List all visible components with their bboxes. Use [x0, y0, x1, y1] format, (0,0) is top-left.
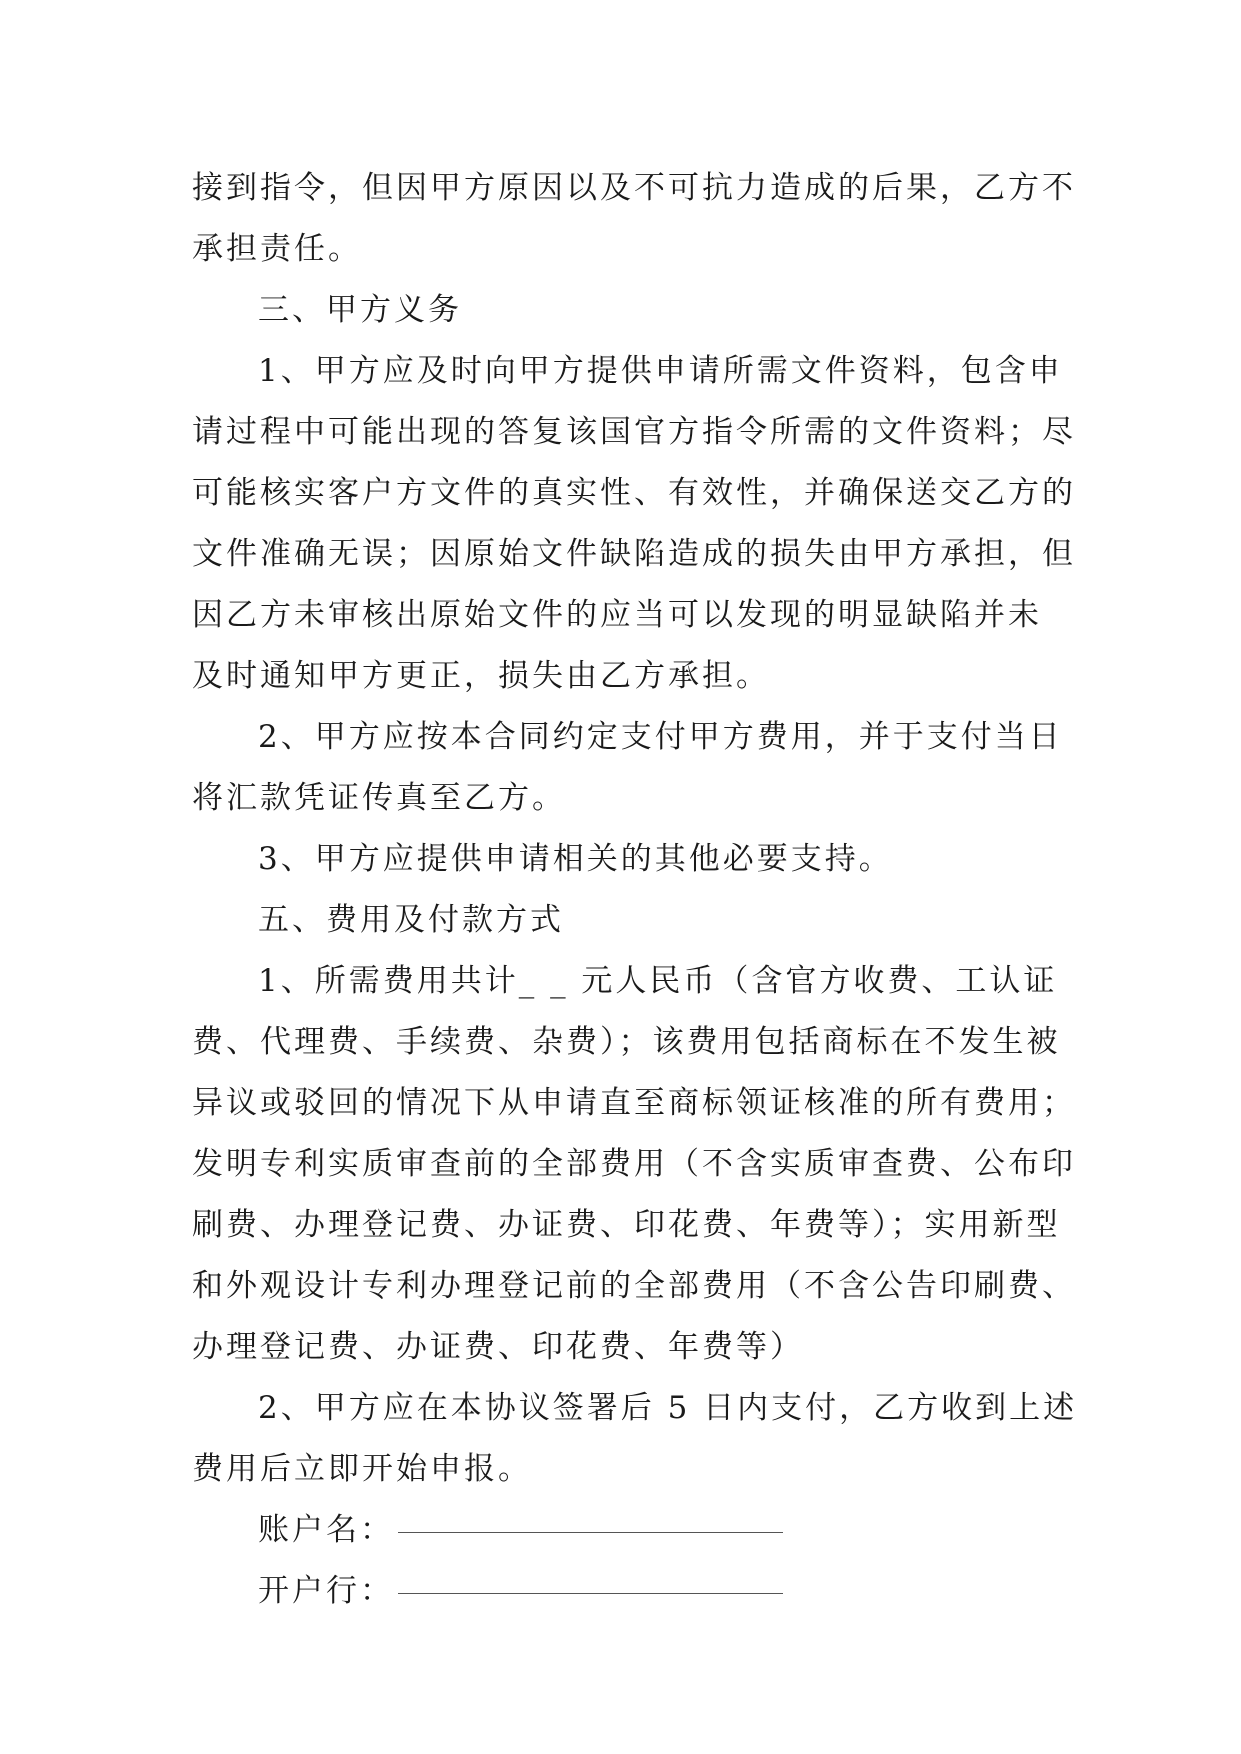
section-heading-fees-payment — [192, 890, 1072, 951]
account-name-blank — [398, 1531, 783, 1533]
text-line: 可能核实客户方文件的真实性、有效性，并确保送交乙方的 — [192, 475, 1076, 511]
text-line: 刷费、办理登记费、办证费、印花费、年费等）；实用新型 — [192, 1207, 1061, 1243]
text-line: 三、甲方义务 — [258, 292, 462, 328]
text-line: 1、所需费用共计_ _ 元人民币（含官方收费、工认证 — [258, 963, 1058, 999]
text-line: 2、甲方应按本合同约定支付甲方费用，并于支付当日 — [258, 719, 1063, 755]
paragraph-fees-1 — [192, 951, 1076, 1378]
text-line: 因乙方未审核出原始文件的应当可以发现的明显缺陷并未 — [192, 597, 1042, 633]
text-line: 3、甲方应提供申请相关的其他必要支持。 — [258, 841, 893, 877]
text-line: 将汇款凭证传真至乙方。 — [192, 780, 566, 816]
paragraph-obligation-3 — [192, 829, 1072, 890]
text-line: 2、甲方应在本协议签署后 5 日内支付，乙方收到上述 — [258, 1390, 1078, 1426]
text-line: 请过程中可能出现的答复该国官方指令所需的文件资料；尽 — [192, 414, 1076, 450]
text-line: 接到指令，但因甲方原因以及不可抗力造成的后果，乙方不 — [192, 170, 1076, 206]
text-line: 费用后立即开始申报。 — [192, 1451, 532, 1487]
document-body — [192, 158, 1078, 1622]
text-line: 费、代理费、手续费、杂费）；该费用包括商标在不发生被 — [192, 1024, 1061, 1060]
text-line: 发明专利实质审查前的全部费用（不含实质审查费、公布印 — [192, 1146, 1076, 1182]
account-name-field — [192, 1500, 1072, 1561]
paragraph-fees-2 — [192, 1378, 1078, 1500]
text-line: 和外观设计专利办理登记前的全部费用（不含公告印刷费、 — [192, 1268, 1076, 1304]
section-heading-party-a-obligations — [192, 280, 1072, 341]
bank-blank — [398, 1592, 783, 1594]
text-line: 承担责任。 — [192, 231, 362, 267]
text-line: 五、费用及付款方式 — [258, 902, 564, 938]
text-line: 异议或驳回的情况下从申请直至商标领证核准的所有费用； — [192, 1085, 1076, 1121]
paragraph-obligation-1 — [192, 341, 1076, 707]
text-line: 1、甲方应及时向甲方提供申请所需文件资料，包含申 — [258, 353, 1063, 389]
text-line: 办理登记费、办证费、印花费、年费等） — [192, 1329, 804, 1365]
bank-field — [192, 1561, 1072, 1622]
paragraph-obligation-2 — [192, 707, 1072, 829]
text-line: 文件准确无误；因原始文件缺陷造成的损失由甲方承担，但 — [192, 536, 1076, 572]
paragraph-liability — [192, 158, 1076, 280]
account-name-label: 账户名： — [258, 1512, 394, 1548]
bank-label: 开户行： — [258, 1573, 394, 1609]
text-line: 及时通知甲方更正，损失由乙方承担。 — [192, 658, 770, 694]
